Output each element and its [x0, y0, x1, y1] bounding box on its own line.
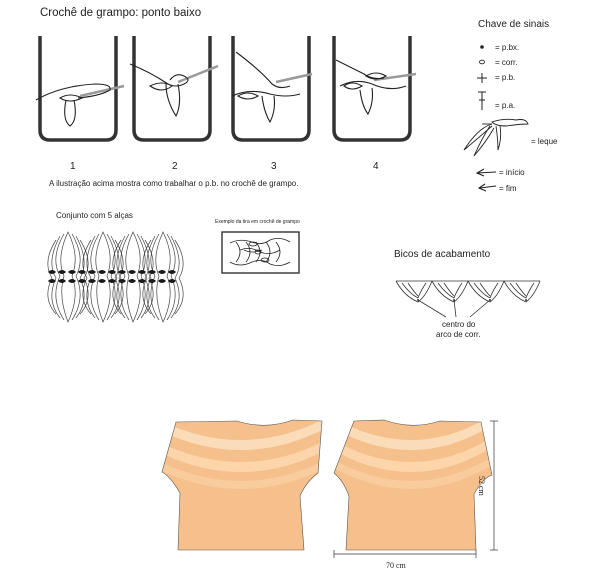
left-panel [140, 410, 340, 560]
step-number-1: 1 [70, 161, 76, 172]
step-number-3: 3 [271, 161, 277, 172]
border-panel-label: Bicos de acabamento [394, 249, 491, 260]
legend-item-fan-label: = leque [531, 137, 558, 146]
page-title: Crochê de grampo: ponto baixo [40, 7, 202, 19]
legend-item-oval-label: = corr. [495, 58, 518, 67]
legend-title: Chave de sinais [478, 19, 550, 30]
step-number-4: 4 [373, 161, 379, 172]
legend-item-plus-label: = p.b. [495, 73, 516, 82]
steps-caption: A ilustração acima mostra como trabalhar o p.b. no crochê de grampo. [49, 179, 299, 188]
height-dimension-label: 52 cm [477, 476, 486, 496]
legend-item-arrow-start-label: = início [499, 168, 525, 177]
step-number-2: 2 [172, 161, 178, 172]
loops-panel-label: Conjunto com 5 alças [56, 211, 133, 220]
legend-item-arrow-end-label: = fim [499, 184, 517, 193]
width-dimension-label: 70 cm [386, 561, 406, 570]
border-note-line1: centro do [442, 320, 476, 329]
legend-item-tall-t-label: = p.a. [495, 101, 516, 110]
legend-item-dot-label: = p.bx. [495, 43, 520, 52]
border-note-line2: arco de corr. [436, 330, 481, 339]
right-panel [320, 410, 500, 560]
strip-panel-label: Exemplo da tira em crochê de grampo [215, 219, 300, 225]
